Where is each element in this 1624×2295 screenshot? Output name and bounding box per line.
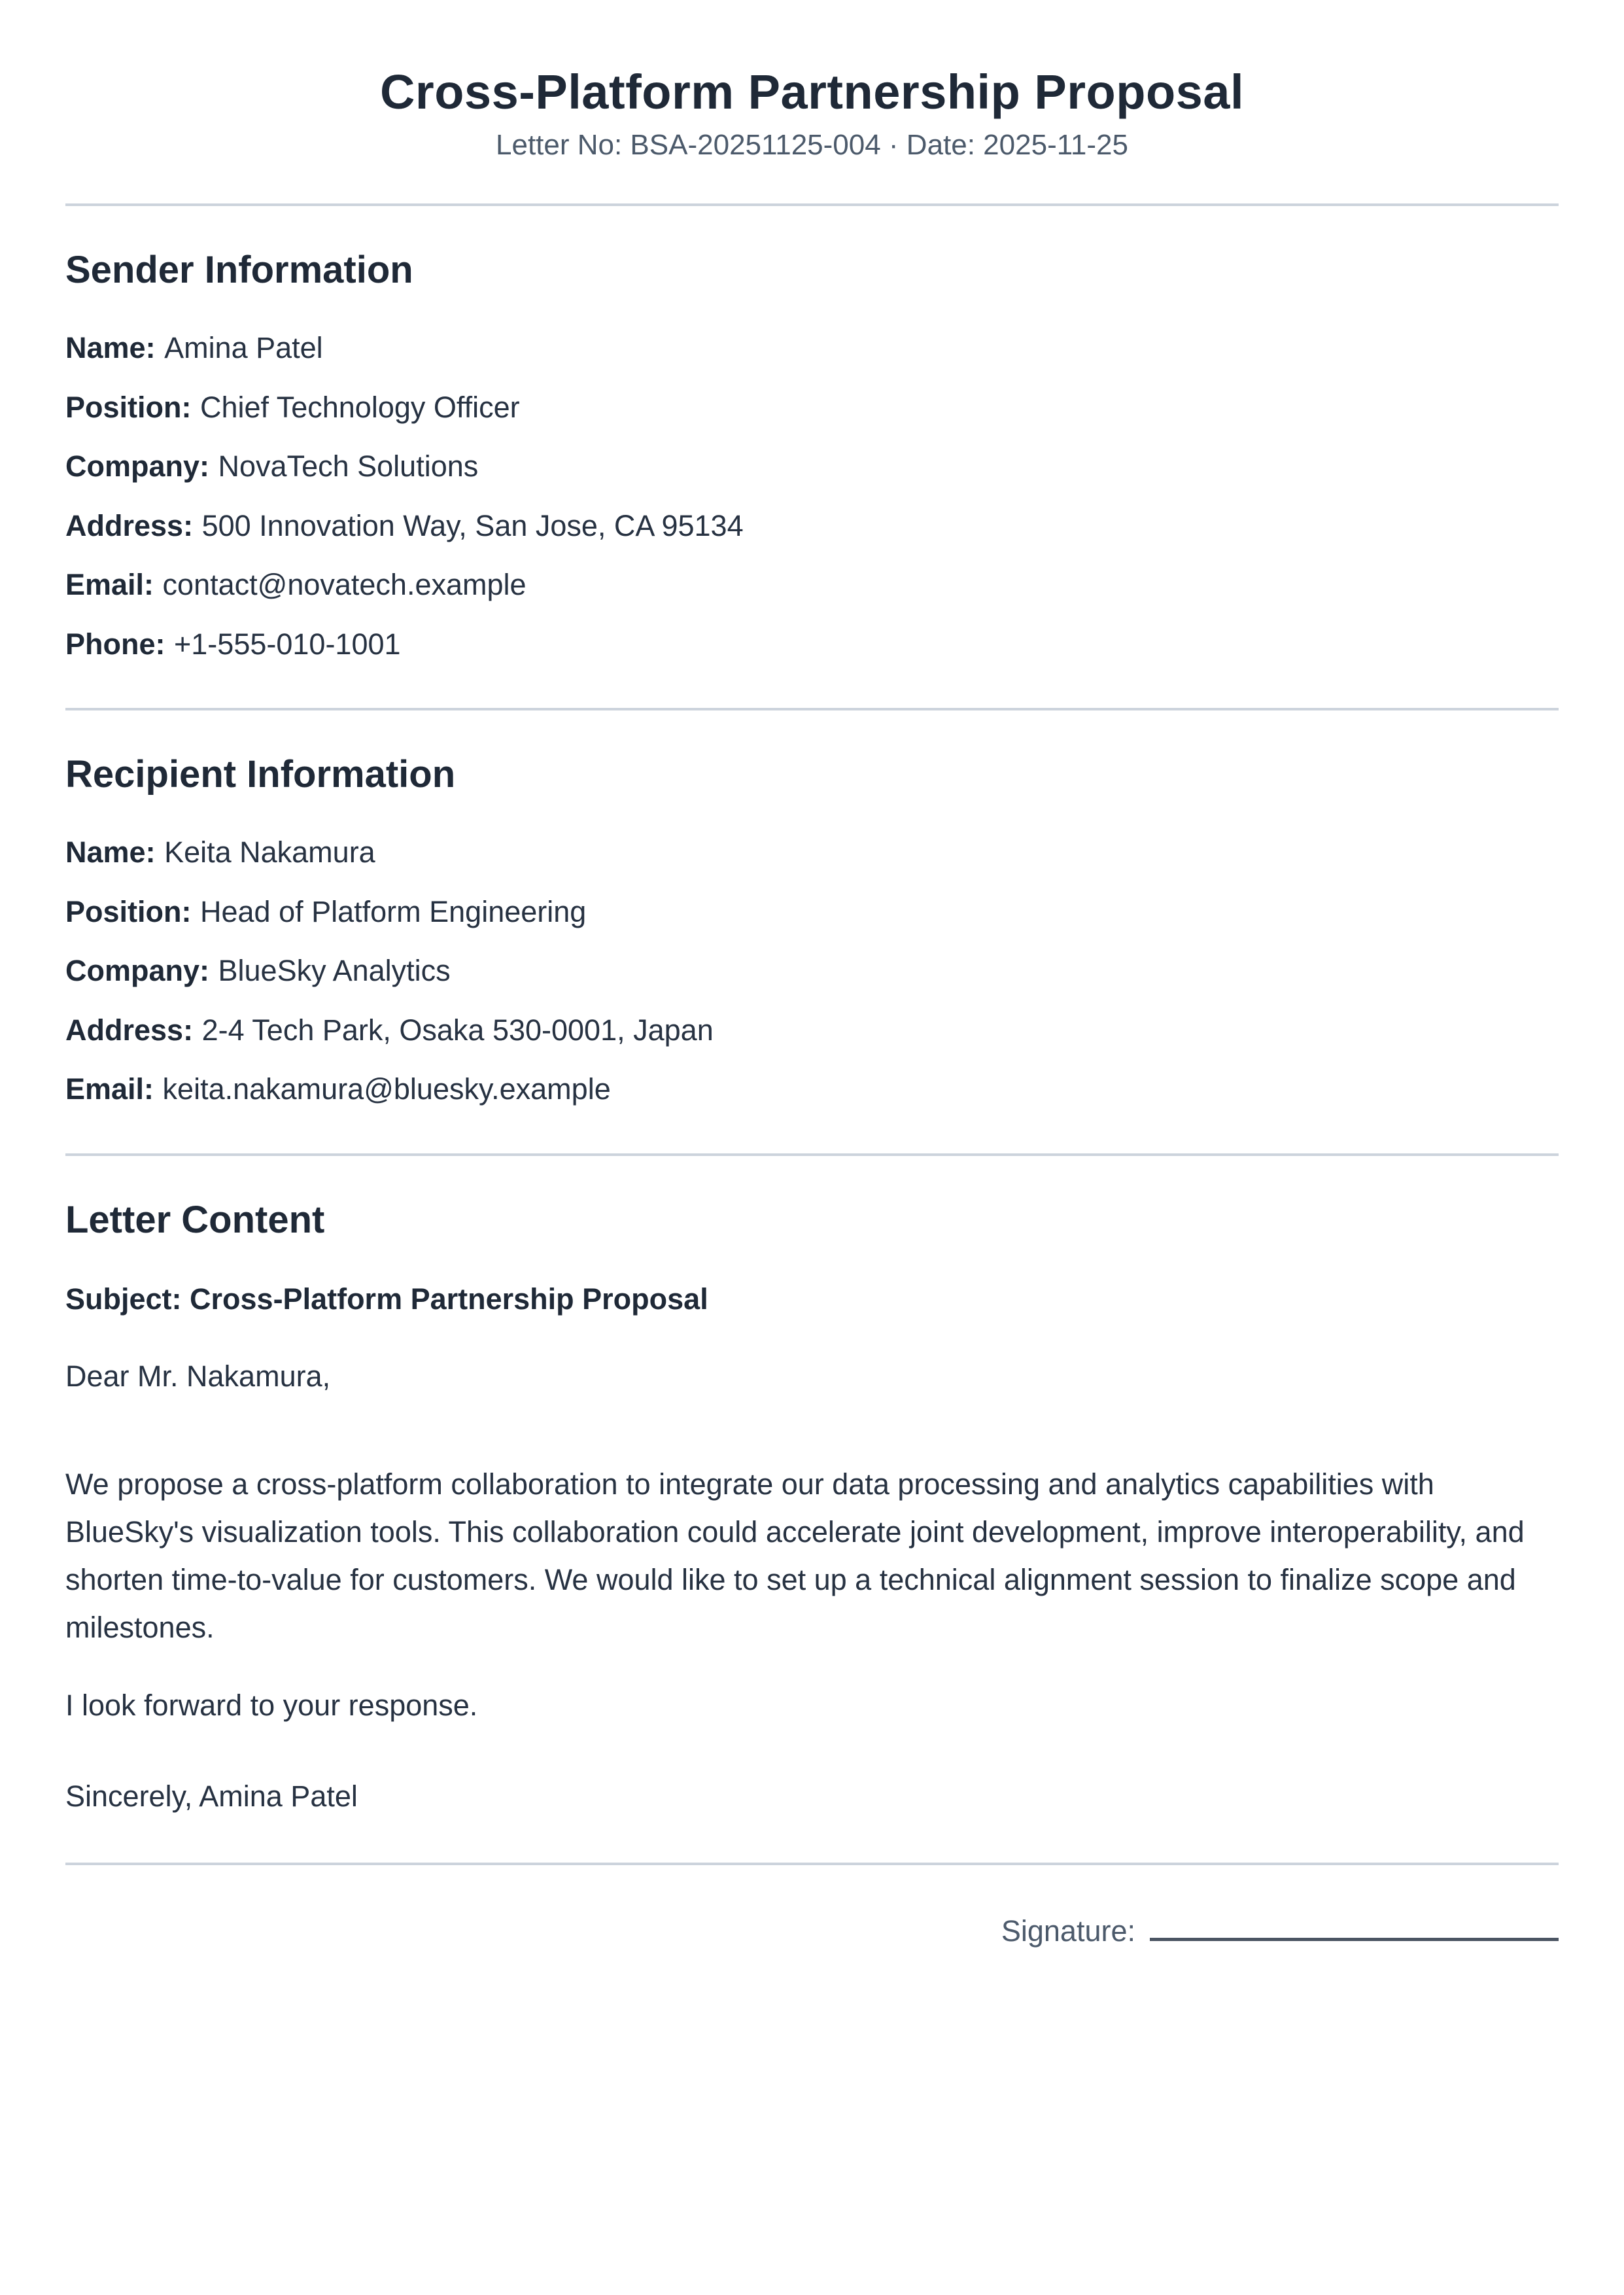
sender-field-email (65, 563, 1559, 607)
divider (65, 1863, 1559, 1865)
sender-field-name (65, 326, 1559, 370)
field-label: Phone: (65, 627, 165, 661)
field-label: Email: (65, 568, 154, 601)
field-label: Position: (65, 894, 192, 928)
sender-field-phone (65, 622, 1559, 667)
field-value: Head of Platform Engineering (199, 894, 587, 928)
sender-field-company (65, 444, 1559, 489)
sender-field-address (65, 504, 1559, 548)
letter-body: We propose a cross-platform collaboration to integrate our data processing and analytics capabilities with BlueSky's visualization tools. This collaboration could accelerate joint development, improve interoperability, and shorten time-to-value for customers. We would like to set up a technical alignment session to finalize scope and milestones. (65, 1467, 1525, 1644)
field-value: keita.nakamura@bluesky.example (162, 1072, 611, 1106)
recipient-field-name (65, 830, 1559, 875)
signature-block (65, 1907, 1559, 1948)
letter-closing: I look forward to your response. (65, 1688, 478, 1722)
field-value: contact@novatech.example (162, 568, 527, 601)
letter-content-heading: Letter Content (65, 1198, 325, 1241)
recipient-field-position (65, 890, 1559, 934)
letter-salutation: Dear Mr. Nakamura, (65, 1359, 331, 1393)
signature-label: Signature: (1001, 1914, 1135, 1948)
signature-line (1150, 1907, 1559, 1941)
field-label: Email: (65, 1072, 154, 1106)
divider (65, 708, 1559, 710)
document-header (65, 64, 1559, 162)
field-value: BlueSky Analytics (218, 954, 451, 987)
field-label: Company: (65, 954, 210, 987)
divider (65, 1153, 1559, 1156)
field-value: 2-4 Tech Park, Osaka 530-0001, Japan (201, 1013, 714, 1047)
letter-content-section (65, 1198, 1559, 1821)
recipient-field-address (65, 1008, 1559, 1053)
recipient-section (65, 752, 1559, 1112)
field-value: NovaTech Solutions (218, 449, 479, 483)
field-label: Address: (65, 508, 194, 542)
field-label: Position: (65, 390, 192, 424)
letter-meta: Letter No: BSA-20251125-004 · Date: 2025-11-25 (496, 129, 1128, 161)
field-label: Name: (65, 331, 156, 364)
field-label: Name: (65, 835, 156, 869)
recipient-field-email (65, 1067, 1559, 1112)
field-label: Address: (65, 1013, 194, 1047)
divider (65, 203, 1559, 206)
sender-field-position (65, 385, 1559, 430)
field-value: +1-555-010-1001 (174, 627, 401, 661)
field-value: Chief Technology Officer (199, 390, 520, 424)
sender-section (65, 248, 1559, 666)
recipient-field-company (65, 949, 1559, 993)
field-value: 500 Innovation Way, San Jose, CA 95134 (201, 508, 744, 542)
field-value: Amina Patel (164, 331, 323, 364)
letter-subject: Subject: Cross-Platform Partnership Proposal (65, 1282, 708, 1316)
recipient-heading: Recipient Information (65, 753, 456, 796)
field-value: Keita Nakamura (164, 835, 375, 869)
sender-heading: Sender Information (65, 249, 413, 291)
field-label: Company: (65, 449, 210, 483)
page-title: Cross-Platform Partnership Proposal (379, 65, 1245, 119)
letter-signoff: Sincerely, Amina Patel (65, 1779, 358, 1813)
